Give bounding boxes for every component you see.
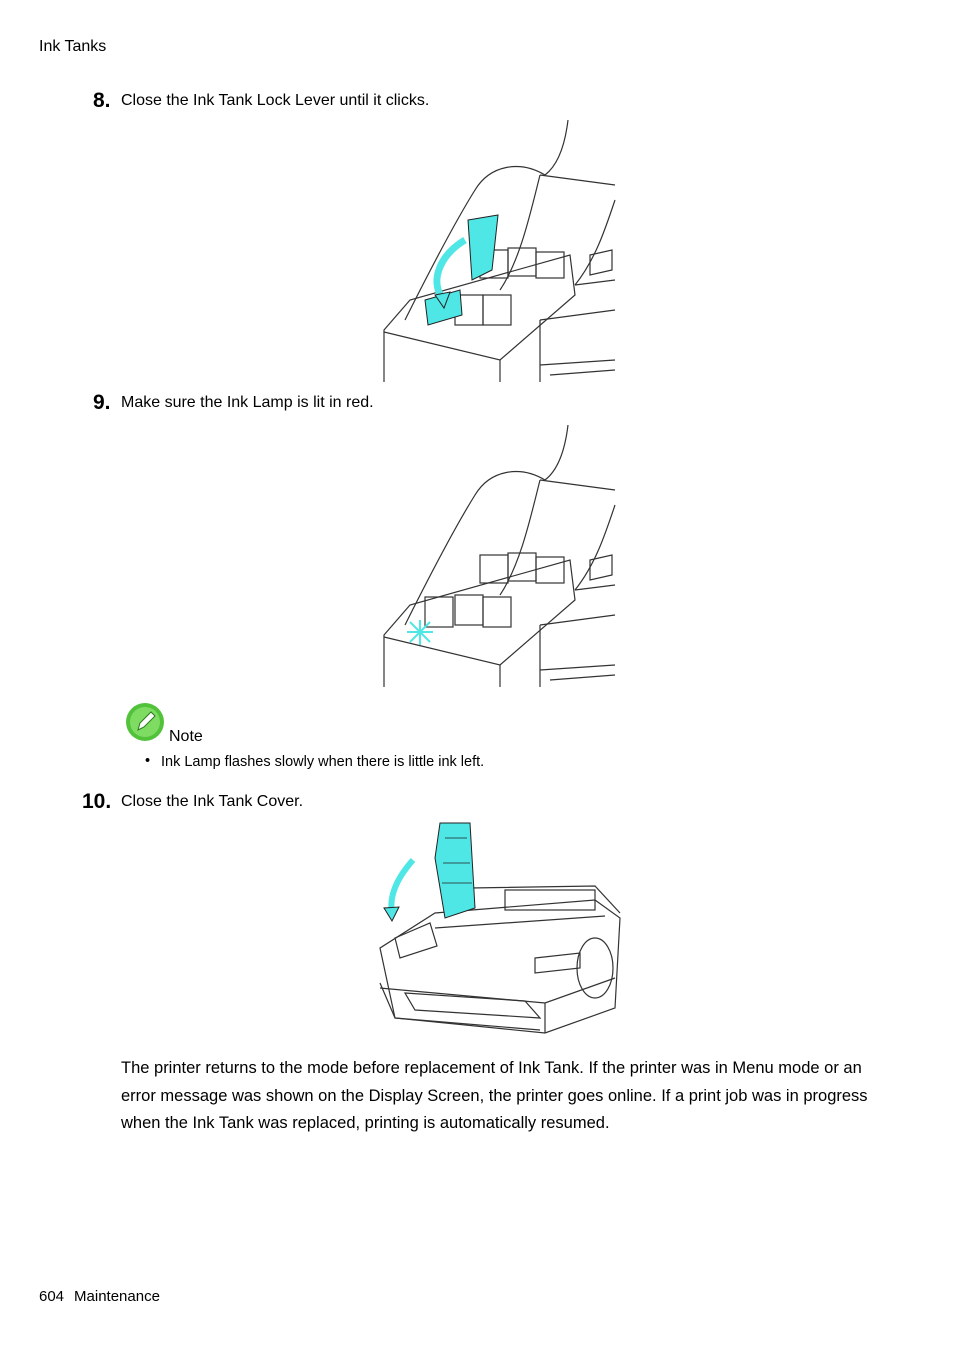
- bullet-icon: •: [145, 753, 151, 769]
- step-8-text: Close the Ink Tank Lock Lever until it clicks.: [121, 92, 430, 109]
- result-paragraph: The printer returns to the mode before replacement of Ink Tank. If the printer was in Menu mode or an error message was shown on the Display Screen, the printer goes online. If a print job was in progress when the Ink Tank was replaced, printing is automatically resumed.: [121, 1059, 868, 1132]
- pencil-icon: [125, 702, 165, 742]
- page-header: Ink Tanks: [39, 38, 107, 55]
- illustration-ink-tank-cover: [375, 818, 625, 1048]
- step-10-number: 10.: [82, 790, 112, 813]
- page-number: 604: [39, 1288, 65, 1305]
- step-9-number: 9.: [93, 391, 111, 414]
- illustration-lock-lever: [380, 120, 617, 382]
- note-item: Ink Lamp flashes slowly when there is little ink left.: [161, 754, 485, 770]
- illustration-ink-lamp: [380, 425, 617, 687]
- step-9-text: Make sure the Ink Lamp is lit in red.: [121, 394, 374, 411]
- note-label: Note: [169, 728, 203, 745]
- page-footer: [39, 1288, 170, 1305]
- footer-section: Maintenance: [74, 1288, 160, 1305]
- step-8-number: 8.: [93, 89, 111, 112]
- step-10-text: Close the Ink Tank Cover.: [121, 793, 304, 810]
